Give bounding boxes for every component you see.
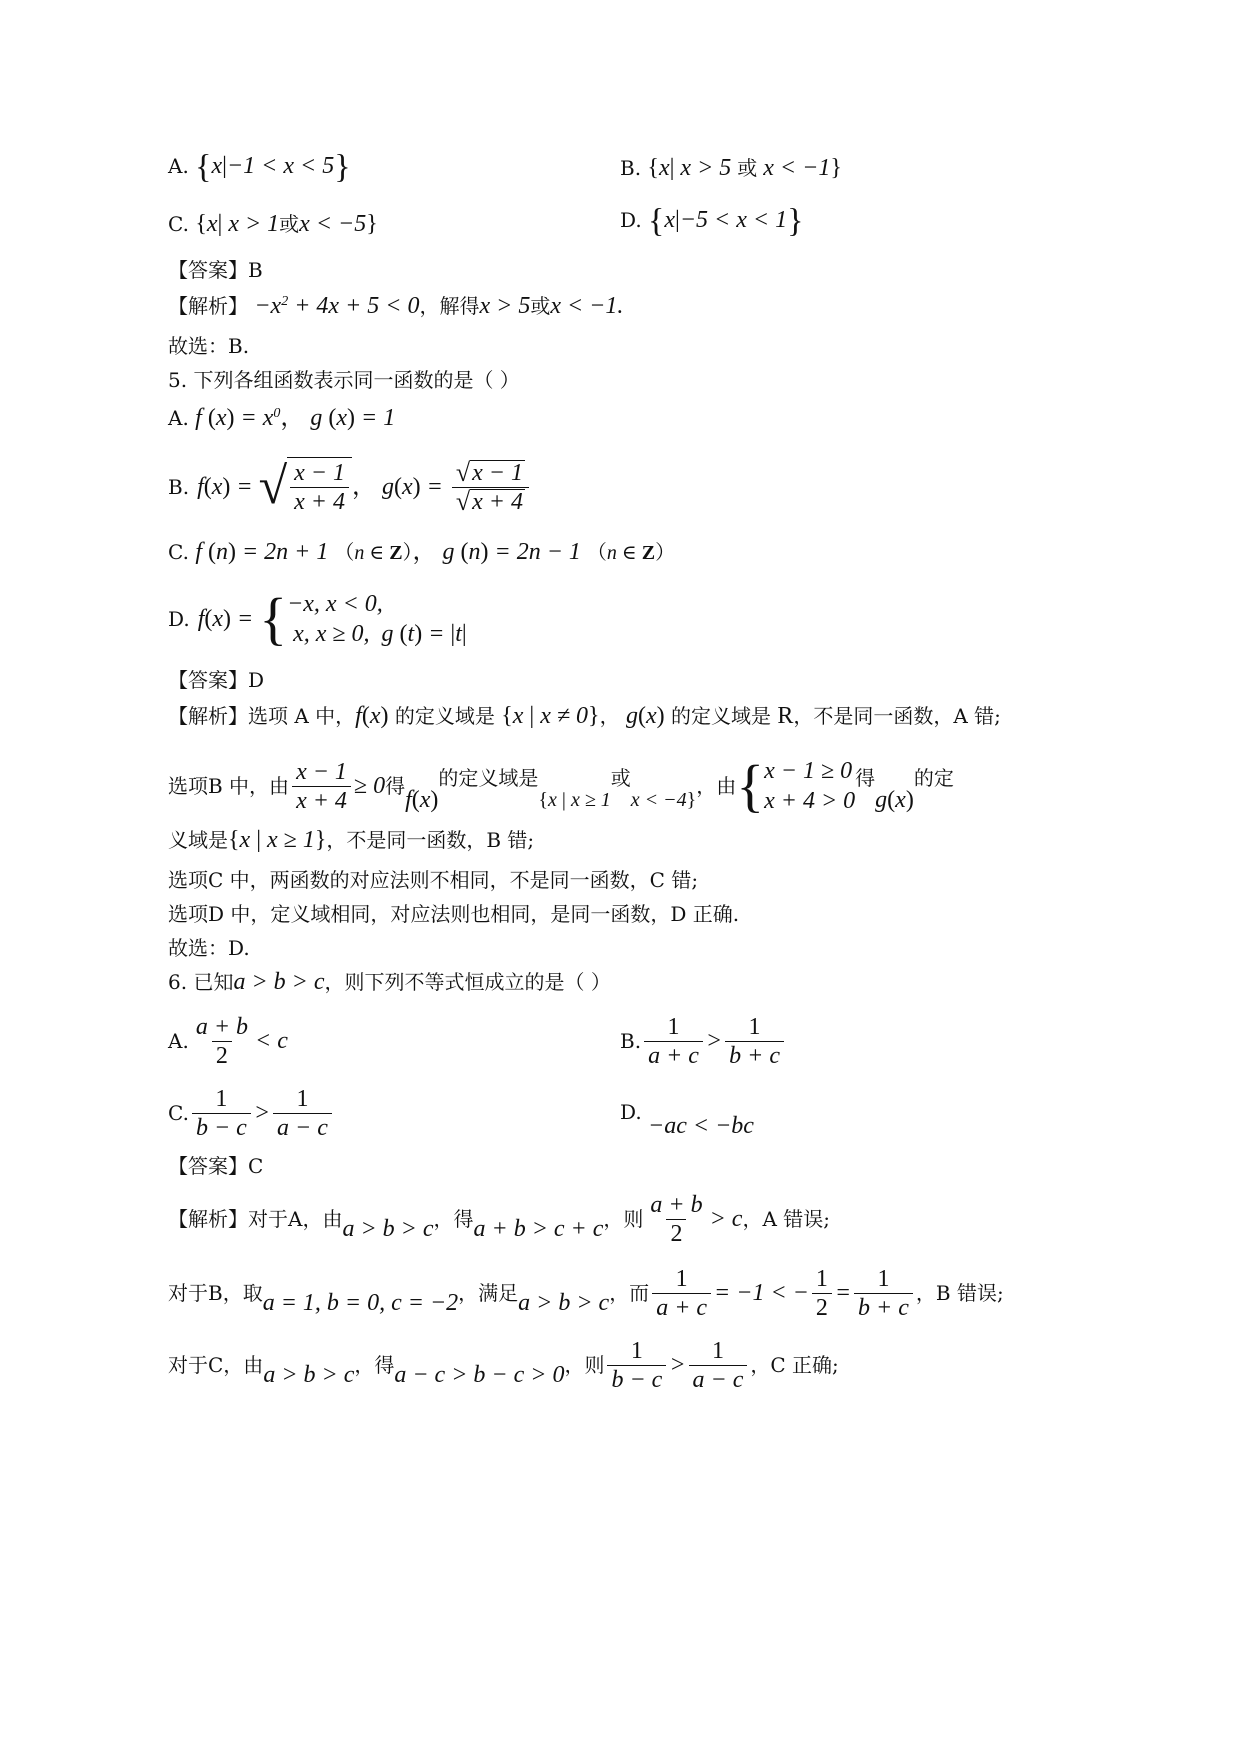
analysis-text: 的定 xyxy=(913,766,954,790)
analysis-text: ， xyxy=(599,704,626,728)
q5-conclusion: 故选：D. xyxy=(168,936,250,960)
q5-analysis-b xyxy=(168,750,954,822)
analysis-text: ，由 xyxy=(696,774,737,798)
analysis-text: 【解析】对于A，由 xyxy=(168,1207,343,1231)
q5-option-d xyxy=(168,586,467,652)
option-label: C. xyxy=(168,1101,189,1125)
analysis-text: ，解得 xyxy=(419,294,480,318)
option-label: D. xyxy=(168,607,190,631)
q4-option-b xyxy=(620,154,842,182)
fx-math: f(x) xyxy=(405,787,439,813)
analysis-text: ，B 错误; xyxy=(915,1281,1004,1305)
analysis-text: ，不是同一函数，B 错; xyxy=(326,828,535,852)
option-label: B. xyxy=(620,156,642,180)
q5-analysis-b2 xyxy=(168,826,534,854)
q5-analysis-a xyxy=(168,702,1001,730)
option-a-math: {x|−1 < x < 5} xyxy=(195,148,351,186)
analysis-label: 【解析】选项 A 中， xyxy=(168,704,356,728)
analysis-label: 【解析】 xyxy=(168,294,248,318)
abc-math: a > b > c xyxy=(342,1216,434,1242)
q4-analysis xyxy=(168,292,623,320)
option-label: C. xyxy=(168,540,189,564)
analysis-text: 义域是 xyxy=(168,828,228,852)
q4-option-c xyxy=(168,210,378,238)
option-b-math: {x| x > 5 或 x < −1} xyxy=(647,155,842,181)
fx-math: f(x) xyxy=(355,703,389,729)
q6-analysis-c xyxy=(168,1332,839,1398)
analysis-text: 对于C，由 xyxy=(168,1353,264,1377)
q4-answer: 【答案】B xyxy=(168,258,263,282)
stem-text: 6. 已知 xyxy=(168,970,234,994)
q5-option-c-math: f (n) = 2n + 1 （n ∈ Z）， g (n) = 2n − 1 （n ∈ Z） xyxy=(195,539,676,565)
abc-math: a > b > c xyxy=(233,969,325,995)
option-label: A. xyxy=(168,154,189,178)
stem-text: ，则下列不等式恒成立的是（ ） xyxy=(324,970,611,994)
inequality-math: $-x^2 + 4x + 5 < 0$ xyxy=(254,293,420,319)
real-set-math: R xyxy=(777,703,794,729)
option-c-math: {x| x > 1或x < −5} xyxy=(195,211,378,237)
analysis-text: ，得 xyxy=(354,1353,395,1377)
or-text: 或 xyxy=(279,212,300,236)
option-label: A. xyxy=(168,406,189,430)
abc-math: a > b > c xyxy=(263,1362,355,1388)
q5-option-c xyxy=(168,538,675,567)
compare-math: $\frac{1}{a + c}$ = −1 < − $\frac{1}{2}$ = $\frac{1}{b + c}$ xyxy=(649,1265,916,1322)
abc-math: a > b > c xyxy=(518,1290,610,1316)
solution-math-2: x < −1. xyxy=(550,293,624,319)
q6-analysis-a xyxy=(168,1186,830,1252)
analysis-text: ，则 xyxy=(603,1207,644,1231)
sqrt-symbol: √ $\frac{x - 1}{x + 4}$ xyxy=(259,457,352,517)
domain-math: {x | x ≥ 1 xyxy=(538,789,611,811)
domain-math-2: x < −4} xyxy=(630,789,697,811)
q6-stem xyxy=(168,968,611,996)
solution-math: x > 5 xyxy=(479,293,531,319)
option-label: A. xyxy=(168,1029,189,1053)
analysis-text: ，满足 xyxy=(458,1281,519,1305)
q6-option-a-math: $\frac{a + b}{2}$ < c xyxy=(195,1013,288,1069)
option-label: D. xyxy=(620,208,642,232)
option-label: C. xyxy=(168,212,189,236)
q6-option-d-math: −ac < −bc xyxy=(648,1113,754,1139)
analysis-text: 的定义域是 xyxy=(438,766,539,790)
analysis-text: 得 xyxy=(385,774,406,798)
analysis-text: ，不是同一函数，A 错; xyxy=(793,704,1001,728)
q5-option-b xyxy=(168,452,532,522)
values-math: a = 1, b = 0, c = −2 xyxy=(262,1290,459,1316)
q5-stem: 5. 下列各组函数表示同一函数的是（ ） xyxy=(168,368,520,392)
q6-option-b xyxy=(620,1010,787,1072)
system-math: { x − 1 ≥ 0 x + 4 > 0 xyxy=(736,753,856,818)
gx-math: g(x) xyxy=(875,787,914,813)
q4-option-a xyxy=(168,148,351,186)
diff-math: a − c > b − c > 0 xyxy=(394,1362,565,1388)
q6-option-b-math: $\frac{1}{a + c}$ > $\frac{1}{b + c}$ xyxy=(641,1013,787,1070)
analysis-text: ，得 xyxy=(433,1207,474,1231)
q6-answer: 【答案】C xyxy=(168,1154,264,1178)
analysis-text: 的定义域是 xyxy=(388,704,502,728)
analysis-text: 的定义域是 xyxy=(664,704,778,728)
q5-option-b-math: f ( x ) = √ $\frac{x - 1}{x + 4}$ ， g ( x ) = √ x − 1 √ x + 4 xyxy=(197,457,532,517)
domain-math: {x | x ≠ 0} xyxy=(501,703,600,729)
frac-ineq-math: $\frac{x - 1}{x + 4}$ ≥ 0 xyxy=(289,758,385,815)
q5-analysis-d: 选项D 中，定义域相同，对应法则也相同，是同一函数，D 正确. xyxy=(168,902,740,926)
avg-math: $\frac{a + b}{2}$ > c xyxy=(650,1191,743,1247)
analysis-text: ，而 xyxy=(609,1281,650,1305)
option-d-math: {x|−5 < x < 1} xyxy=(648,202,804,240)
q4-option-d xyxy=(620,202,804,240)
analysis-text: 或 xyxy=(610,766,631,790)
option-label: D. xyxy=(620,1100,642,1124)
option-label: B. xyxy=(620,1029,642,1053)
q4-conclusion: 故选：B. xyxy=(168,334,250,358)
q5-option-a-math: f $(x) = x^0$， g (x) = 1 xyxy=(195,405,396,431)
q6-option-c-math: $\frac{1}{b - c}$ > $\frac{1}{a - c}$ xyxy=(189,1085,335,1142)
q5-analysis-c: 选项C 中，两函数的对应法则不相同，不是同一函数，C 错; xyxy=(168,868,699,892)
analysis-text: 对于B，取 xyxy=(168,1281,263,1305)
q6-option-a xyxy=(168,1010,288,1072)
option-label: B. xyxy=(168,475,190,499)
or-text: 或 xyxy=(737,156,758,180)
q5-option-d-math: f ( x ) = { −x, x < 0, x, x ≥ 0, g (t) = |t| xyxy=(197,586,467,651)
sum-math: a + b > c + c xyxy=(473,1216,604,1242)
q6-option-d xyxy=(620,1098,754,1139)
analysis-text: ，C 正确; xyxy=(750,1353,839,1377)
analysis-text: ，A 错误; xyxy=(742,1207,830,1231)
q6-option-c xyxy=(168,1082,335,1144)
q6-analysis-b xyxy=(168,1260,1004,1326)
domain-math: {x | x ≥ 1} xyxy=(228,827,327,853)
analysis-text: 得 xyxy=(855,766,876,790)
recip-math: $\frac{1}{b - c}$ > $\frac{1}{a - c}$ xyxy=(604,1337,750,1394)
or-text: 或 xyxy=(530,294,551,318)
q5-answer: 【答案】D xyxy=(168,668,265,692)
analysis-text: 选项B 中，由 xyxy=(168,774,290,798)
analysis-text: ，则 xyxy=(564,1353,605,1377)
q5-option-a xyxy=(168,404,395,432)
gx-math: g(x) xyxy=(625,703,665,729)
